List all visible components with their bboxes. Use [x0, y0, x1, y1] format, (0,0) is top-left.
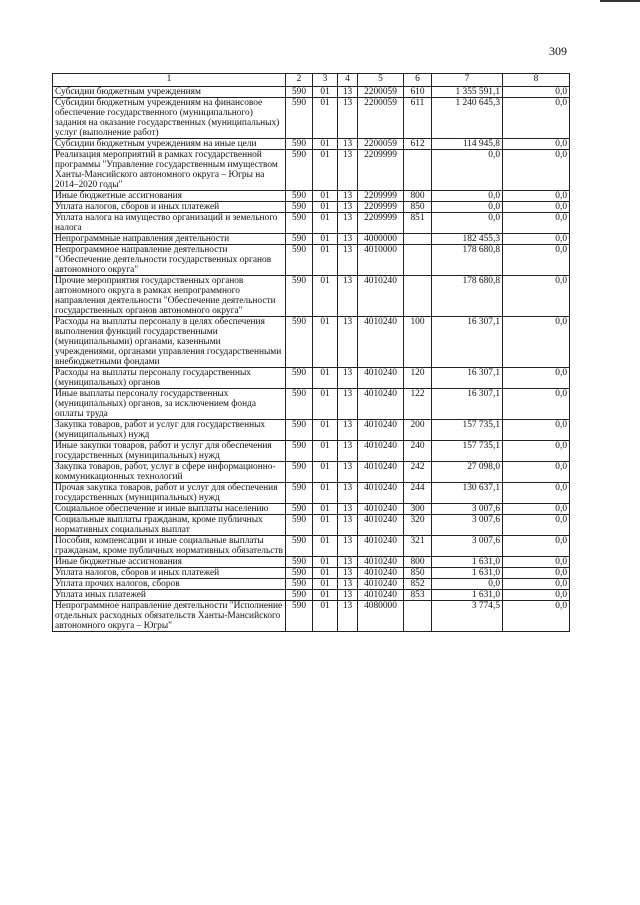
table-row — [53, 420, 570, 441]
row-section-code: 01 — [313, 579, 338, 590]
row-name: Уплата налогов, сборов и иных платежей — [53, 568, 286, 579]
row-federal-amount: 0,0 — [503, 276, 570, 317]
row-target-article: 2200059 — [358, 139, 404, 150]
row-section-code: 01 — [313, 317, 338, 368]
row-ministry-code: 590 — [286, 139, 313, 150]
row-federal-amount: 0,0 — [503, 98, 570, 139]
row-subsection-code: 13 — [338, 590, 358, 601]
row-name: Уплата иных платежей — [53, 590, 286, 601]
row-ministry-code: 590 — [286, 568, 313, 579]
row-ministry-code: 590 — [286, 234, 313, 245]
row-expense-type: 851 — [404, 213, 432, 234]
row-amount: 0,0 — [432, 213, 503, 234]
table-row — [53, 557, 570, 568]
row-expense-type: 610 — [404, 87, 432, 98]
row-expense-type: 853 — [404, 590, 432, 601]
row-ministry-code: 590 — [286, 389, 313, 420]
row-amount: 114 945,8 — [432, 139, 503, 150]
row-subsection-code: 13 — [338, 389, 358, 420]
row-section-code: 01 — [313, 98, 338, 139]
row-section-code: 01 — [313, 590, 338, 601]
row-subsection-code: 13 — [338, 245, 358, 276]
table-row — [53, 483, 570, 504]
row-amount: 1 631,0 — [432, 568, 503, 579]
table-row — [53, 276, 570, 317]
row-target-article: 2209999 — [358, 150, 404, 191]
row-expense-type — [404, 276, 432, 317]
row-name: Иные бюджетные ассигнования — [53, 557, 286, 568]
row-subsection-code: 13 — [338, 234, 358, 245]
row-expense-type: 242 — [404, 462, 432, 483]
table-row — [53, 202, 570, 213]
row-expense-type — [404, 234, 432, 245]
row-target-article: 4010240 — [358, 462, 404, 483]
row-amount: 0,0 — [432, 191, 503, 202]
row-section-code: 01 — [313, 389, 338, 420]
row-amount: 16 307,1 — [432, 368, 503, 389]
row-ministry-code: 590 — [286, 579, 313, 590]
row-expense-type: 800 — [404, 191, 432, 202]
table-row — [53, 234, 570, 245]
row-section-code: 01 — [313, 139, 338, 150]
row-federal-amount: 0,0 — [503, 504, 570, 515]
table-row — [53, 462, 570, 483]
row-ministry-code: 590 — [286, 317, 313, 368]
row-federal-amount: 0,0 — [503, 515, 570, 536]
row-section-code: 01 — [313, 245, 338, 276]
row-subsection-code: 13 — [338, 87, 358, 98]
row-amount: 3 007,6 — [432, 515, 503, 536]
row-subsection-code: 13 — [338, 462, 358, 483]
row-subsection-code: 13 — [338, 368, 358, 389]
row-section-code: 01 — [313, 557, 338, 568]
column-header-name: 1 — [53, 74, 286, 87]
column-header-section: 3 — [313, 74, 338, 87]
row-ministry-code: 590 — [286, 368, 313, 389]
table-row — [53, 139, 570, 150]
row-federal-amount: 0,0 — [503, 202, 570, 213]
table-row — [53, 590, 570, 601]
row-target-article: 2209999 — [358, 213, 404, 234]
table-row — [53, 389, 570, 420]
row-ministry-code: 590 — [286, 191, 313, 202]
row-target-article: 4010240 — [358, 317, 404, 368]
row-section-code: 01 — [313, 536, 338, 557]
row-ministry-code: 590 — [286, 213, 313, 234]
row-target-article: 2209999 — [358, 191, 404, 202]
row-amount: 27 098,0 — [432, 462, 503, 483]
row-amount: 182 455,3 — [432, 234, 503, 245]
row-ministry-code: 590 — [286, 202, 313, 213]
row-federal-amount: 0,0 — [503, 557, 570, 568]
row-amount: 3 007,6 — [432, 536, 503, 557]
column-header-ministry: 2 — [286, 74, 313, 87]
column-header-target-article: 5 — [358, 74, 404, 87]
row-subsection-code: 13 — [338, 568, 358, 579]
scan-edge-mark — [600, 0, 640, 8]
row-section-code: 01 — [313, 234, 338, 245]
row-subsection-code: 13 — [338, 213, 358, 234]
row-federal-amount: 0,0 — [503, 536, 570, 557]
table-row — [53, 150, 570, 191]
row-target-article: 4010240 — [358, 441, 404, 462]
row-federal-amount: 0,0 — [503, 368, 570, 389]
row-target-article: 4010240 — [358, 276, 404, 317]
row-ministry-code: 590 — [286, 245, 313, 276]
row-target-article: 4080000 — [358, 601, 404, 632]
row-federal-amount: 0,0 — [503, 420, 570, 441]
table-row — [53, 317, 570, 368]
table-row — [53, 568, 570, 579]
column-header-expense-type: 6 — [404, 74, 432, 87]
table-row — [53, 245, 570, 276]
row-amount: 157 735,1 — [432, 420, 503, 441]
row-ministry-code: 590 — [286, 276, 313, 317]
row-name: Непрограммное направление деятельности "Исполнение отдельных расходных обязательств Ханты-Мансийского автономного округа – Югры" — [53, 601, 286, 632]
row-expense-type: 850 — [404, 202, 432, 213]
row-expense-type: 240 — [404, 441, 432, 462]
column-header-subsection: 4 — [338, 74, 358, 87]
row-target-article: 4010240 — [358, 557, 404, 568]
row-name: Уплата налога на имущество организаций и земельного налога — [53, 213, 286, 234]
row-subsection-code: 13 — [338, 515, 358, 536]
column-header-amount: 7 — [432, 74, 503, 87]
row-subsection-code: 13 — [338, 601, 358, 632]
row-federal-amount: 0,0 — [503, 441, 570, 462]
row-federal-amount: 0,0 — [503, 568, 570, 579]
table-row — [53, 441, 570, 462]
row-subsection-code: 13 — [338, 150, 358, 191]
row-ministry-code: 590 — [286, 150, 313, 191]
row-federal-amount: 0,0 — [503, 317, 570, 368]
row-ministry-code: 590 — [286, 601, 313, 632]
row-ministry-code: 590 — [286, 515, 313, 536]
row-name: Уплата налогов, сборов и иных платежей — [53, 202, 286, 213]
row-name: Прочие мероприятия государственных органов автономного округа в рамках непрограммного направления деятельности "Обеспечение деятельности государственных органов автономного округа" — [53, 276, 286, 317]
table-row — [53, 579, 570, 590]
table-row — [53, 213, 570, 234]
row-ministry-code: 590 — [286, 483, 313, 504]
row-target-article: 4010240 — [358, 483, 404, 504]
row-name: Социальное обеспечение и иные выплаты населению — [53, 504, 286, 515]
row-target-article: 2209999 — [358, 202, 404, 213]
row-section-code: 01 — [313, 276, 338, 317]
row-federal-amount: 0,0 — [503, 87, 570, 98]
row-amount: 3 007,6 — [432, 504, 503, 515]
row-federal-amount: 0,0 — [503, 139, 570, 150]
row-name: Прочая закупка товаров, работ и услуг для обеспечения государственных (муниципальных) нужд — [53, 483, 286, 504]
row-ministry-code: 590 — [286, 98, 313, 139]
row-section-code: 01 — [313, 191, 338, 202]
row-section-code: 01 — [313, 462, 338, 483]
row-subsection-code: 13 — [338, 276, 358, 317]
row-expense-type: 100 — [404, 317, 432, 368]
row-federal-amount: 0,0 — [503, 191, 570, 202]
row-federal-amount: 0,0 — [503, 389, 570, 420]
table-row — [53, 504, 570, 515]
row-expense-type: 850 — [404, 568, 432, 579]
row-section-code: 01 — [313, 213, 338, 234]
row-expense-type: 852 — [404, 579, 432, 590]
row-ministry-code: 590 — [286, 462, 313, 483]
row-subsection-code: 13 — [338, 420, 358, 441]
row-target-article: 4010240 — [358, 536, 404, 557]
row-expense-type — [404, 601, 432, 632]
row-name: Закупка товаров, работ и услуг для государственных (муниципальных) нужд — [53, 420, 286, 441]
row-amount: 16 307,1 — [432, 317, 503, 368]
row-name: Пособия, компенсации и иные социальные выплаты гражданам, кроме публичных нормативных обязательств — [53, 536, 286, 557]
row-target-article: 4010240 — [358, 590, 404, 601]
row-subsection-code: 13 — [338, 202, 358, 213]
row-subsection-code: 13 — [338, 504, 358, 515]
row-section-code: 01 — [313, 150, 338, 191]
row-federal-amount: 0,0 — [503, 579, 570, 590]
row-expense-type: 122 — [404, 389, 432, 420]
row-ministry-code: 590 — [286, 87, 313, 98]
row-federal-amount: 0,0 — [503, 483, 570, 504]
row-target-article: 2200059 — [358, 98, 404, 139]
row-federal-amount: 0,0 — [503, 590, 570, 601]
row-section-code: 01 — [313, 515, 338, 536]
row-subsection-code: 13 — [338, 191, 358, 202]
table-row — [53, 191, 570, 202]
row-subsection-code: 13 — [338, 98, 358, 139]
table-row — [53, 368, 570, 389]
row-amount: 0,0 — [432, 202, 503, 213]
row-expense-type — [404, 150, 432, 191]
row-name: Расходы на выплаты персоналу государственных (муниципальных) органов — [53, 368, 286, 389]
row-ministry-code: 590 — [286, 504, 313, 515]
table-row — [53, 515, 570, 536]
row-subsection-code: 13 — [338, 441, 358, 462]
row-federal-amount: 0,0 — [503, 234, 570, 245]
row-name: Иные выплаты персоналу государственных (муниципальных) органов, за исключением фонда оплаты труда — [53, 389, 286, 420]
row-section-code: 01 — [313, 601, 338, 632]
row-target-article: 2200059 — [358, 87, 404, 98]
row-section-code: 01 — [313, 420, 338, 441]
row-target-article: 4010240 — [358, 515, 404, 536]
row-expense-type: 611 — [404, 98, 432, 139]
row-subsection-code: 13 — [338, 317, 358, 368]
row-name: Непрограммные направления деятельности — [53, 234, 286, 245]
row-amount: 1 631,0 — [432, 557, 503, 568]
row-name: Расходы на выплаты персоналу в целях обеспечения выполнения функций государственными (муниципальными) органами, казенными учреждениями, органами управления государственными внебюджетными фондами — [53, 317, 286, 368]
row-name: Реализация мероприятий в рамках государственной программы "Управление государственным имуществом Ханты-Мансийского автономного округа – Югры на 2014–2020 годы" — [53, 150, 286, 191]
row-target-article: 4010240 — [358, 420, 404, 441]
row-expense-type: 200 — [404, 420, 432, 441]
row-federal-amount: 0,0 — [503, 601, 570, 632]
row-amount: 157 735,1 — [432, 441, 503, 462]
row-subsection-code: 13 — [338, 536, 358, 557]
row-ministry-code: 590 — [286, 590, 313, 601]
row-section-code: 01 — [313, 483, 338, 504]
row-subsection-code: 13 — [338, 579, 358, 590]
row-amount: 1 631,0 — [432, 590, 503, 601]
header-row — [53, 74, 570, 87]
row-ministry-code: 590 — [286, 420, 313, 441]
row-expense-type: 244 — [404, 483, 432, 504]
row-expense-type: 120 — [404, 368, 432, 389]
row-expense-type: 320 — [404, 515, 432, 536]
table-row — [53, 87, 570, 98]
row-amount: 178 680,8 — [432, 276, 503, 317]
row-expense-type: 321 — [404, 536, 432, 557]
row-amount: 16 307,1 — [432, 389, 503, 420]
row-amount: 0,0 — [432, 579, 503, 590]
row-name: Непрограммное направление деятельности "Обеспечение деятельности государственных органов автономного округа" — [53, 245, 286, 276]
row-target-article: 4010240 — [358, 389, 404, 420]
row-target-article: 4010240 — [358, 504, 404, 515]
row-amount: 130 637,1 — [432, 483, 503, 504]
row-name: Субсидии бюджетным учреждениям на иные цели — [53, 139, 286, 150]
row-section-code: 01 — [313, 202, 338, 213]
row-federal-amount: 0,0 — [503, 462, 570, 483]
row-expense-type: 300 — [404, 504, 432, 515]
column-header-federal-amount: 8 — [503, 74, 570, 87]
row-section-code: 01 — [313, 504, 338, 515]
row-federal-amount: 0,0 — [503, 150, 570, 191]
table-row — [53, 536, 570, 557]
row-name: Субсидии бюджетным учреждениям — [53, 87, 286, 98]
row-subsection-code: 13 — [338, 139, 358, 150]
row-federal-amount: 0,0 — [503, 213, 570, 234]
row-ministry-code: 590 — [286, 557, 313, 568]
row-target-article: 4010240 — [358, 568, 404, 579]
row-target-article: 4010240 — [358, 579, 404, 590]
table-row — [53, 601, 570, 632]
row-name: Иные закупки товаров, работ и услуг для обеспечения государственных (муниципальных) нужд — [53, 441, 286, 462]
row-name: Закупка товаров, работ, услуг в сфере информационно-коммуникационных технологий — [53, 462, 286, 483]
row-amount: 1 355 591,1 — [432, 87, 503, 98]
table-row — [53, 98, 570, 139]
row-amount: 1 240 645,3 — [432, 98, 503, 139]
row-expense-type — [404, 245, 432, 276]
row-section-code: 01 — [313, 441, 338, 462]
row-section-code: 01 — [313, 368, 338, 389]
row-expense-type: 800 — [404, 557, 432, 568]
row-amount: 178 680,8 — [432, 245, 503, 276]
row-amount: 3 774,5 — [432, 601, 503, 632]
row-section-code: 01 — [313, 568, 338, 579]
row-subsection-code: 13 — [338, 557, 358, 568]
row-name: Иные бюджетные ассигнования — [53, 191, 286, 202]
row-section-code: 01 — [313, 87, 338, 98]
page-number: 309 — [549, 44, 567, 58]
row-target-article: 4010000 — [358, 245, 404, 276]
row-subsection-code: 13 — [338, 483, 358, 504]
budget-table — [52, 73, 570, 632]
row-target-article: 4010240 — [358, 368, 404, 389]
row-ministry-code: 590 — [286, 441, 313, 462]
row-name: Уплата прочих налогов, сборов — [53, 579, 286, 590]
row-ministry-code: 590 — [286, 536, 313, 557]
row-name: Субсидии бюджетным учреждениям на финансовое обеспечение государственного (муниципального) задания на оказание государственных (муниципальных) услуг (выполнение работ) — [53, 98, 286, 139]
row-federal-amount: 0,0 — [503, 245, 570, 276]
row-target-article: 4000000 — [358, 234, 404, 245]
row-expense-type: 612 — [404, 139, 432, 150]
row-amount: 0,0 — [432, 150, 503, 191]
row-name: Социальные выплаты гражданам, кроме публичных нормативных социальных выплат — [53, 515, 286, 536]
